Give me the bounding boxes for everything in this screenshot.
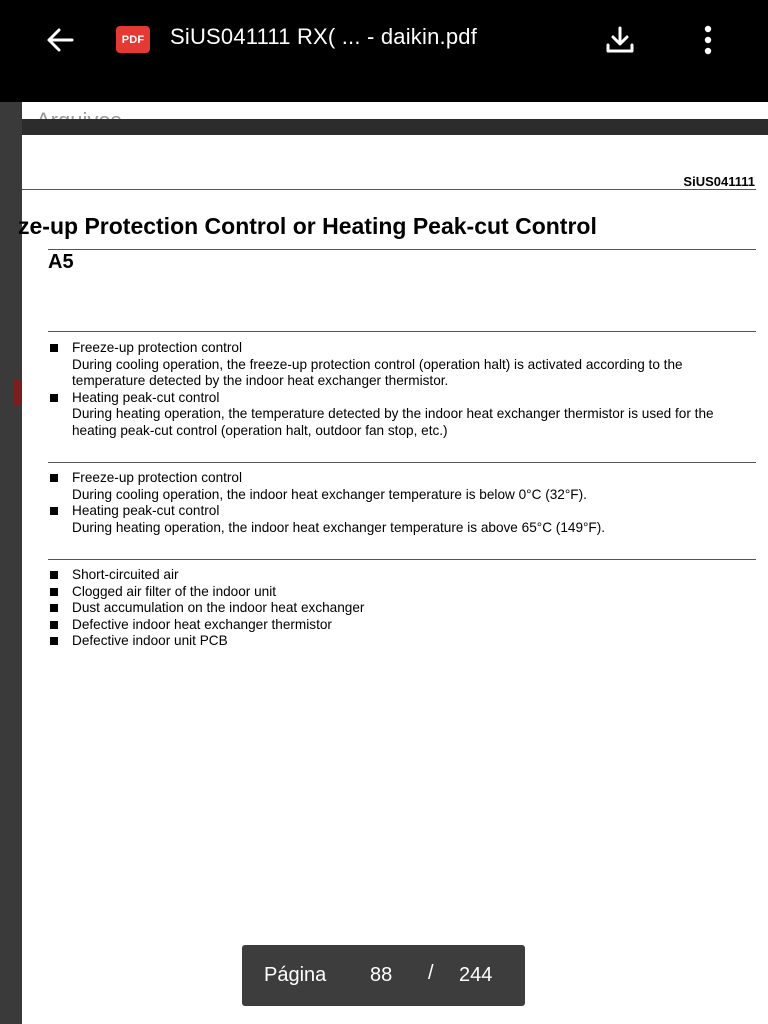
item-title: Heating peak-cut control [72, 389, 220, 405]
background-left-strip [0, 102, 22, 1024]
arrow-left-icon [44, 24, 76, 56]
error-code: A5 [48, 251, 74, 273]
list-item [48, 390, 758, 440]
more-options-button[interactable] [688, 20, 728, 60]
pdf-page[interactable] [18, 135, 768, 1024]
section-rule [48, 462, 756, 463]
back-button[interactable] [38, 20, 82, 60]
item-description: During cooling operation, the indoor heat exchanger temperature is below 0°C (32°F). [72, 486, 587, 502]
list-item [48, 600, 758, 617]
download-icon [603, 23, 637, 57]
file-title: SiUS041111 RX( ... - daikin.pdf [170, 24, 478, 49]
item-description: During heating operation, the indoor heat exchanger temperature is above 65°C (149°F). [72, 519, 606, 535]
background-accent [14, 380, 22, 406]
section-conditions [48, 470, 758, 536]
page-separator: / [428, 962, 434, 984]
item-title: Defective indoor unit PCB [72, 633, 228, 648]
section-causes [48, 567, 758, 650]
item-title: Short-circuited air [72, 567, 179, 582]
bullet-square [50, 394, 58, 402]
page-heading: ze-up Protection Control or Heating Peak-cut Control [18, 213, 597, 239]
section-detection [48, 340, 758, 439]
bullet-square [50, 637, 58, 645]
list-item [48, 584, 758, 601]
item-title: Freeze-up protection control [72, 470, 243, 485]
bullet-square [50, 474, 58, 482]
bullet-square [50, 344, 58, 352]
bullet-square [50, 571, 58, 579]
pdf-file-icon: PDF [116, 26, 150, 53]
item-title: Clogged air filter of the indoor unit [72, 583, 277, 599]
top-app-bar [0, 0, 768, 102]
more-vertical-icon [702, 25, 714, 55]
bullet-square [50, 621, 58, 629]
header-rule [22, 189, 756, 190]
total-pages: 244 [459, 964, 493, 986]
bullet-square [50, 507, 58, 515]
bullet-square [50, 588, 58, 596]
document-code: SiUS041111 [683, 174, 755, 189]
heading-rule [48, 249, 756, 250]
list-item [48, 617, 758, 634]
section-rule [48, 331, 756, 332]
section-rule [48, 559, 756, 560]
item-title: Heating peak-cut control [72, 503, 220, 518]
list-item [48, 503, 758, 536]
item-title: Defective indoor heat exchanger thermistor [72, 616, 332, 632]
list-item [48, 633, 758, 650]
item-title: Freeze-up protection control [72, 340, 243, 355]
page-gap [22, 119, 768, 135]
page-label: Página [264, 964, 327, 986]
bullet-square [50, 604, 58, 612]
background-band [22, 102, 768, 119]
list-item [48, 340, 758, 390]
list-item [48, 567, 758, 584]
item-description: During heating operation, the temperature detected by the indoor heat exchanger thermistor is used for the heating peak-cut control (operation halt, outdoor fan stop, etc.) [72, 406, 714, 438]
current-page: 88 [370, 964, 393, 986]
item-title: Dust accumulation on the indoor heat exchanger [72, 600, 365, 615]
page-indicator[interactable] [242, 945, 525, 1006]
list-item [48, 470, 758, 503]
download-button[interactable] [598, 20, 642, 60]
item-description: During cooling operation, the freeze-up protection control (operation halt) is activated according to the temperature detected by the indoor heat exchanger thermistor. [72, 356, 683, 388]
